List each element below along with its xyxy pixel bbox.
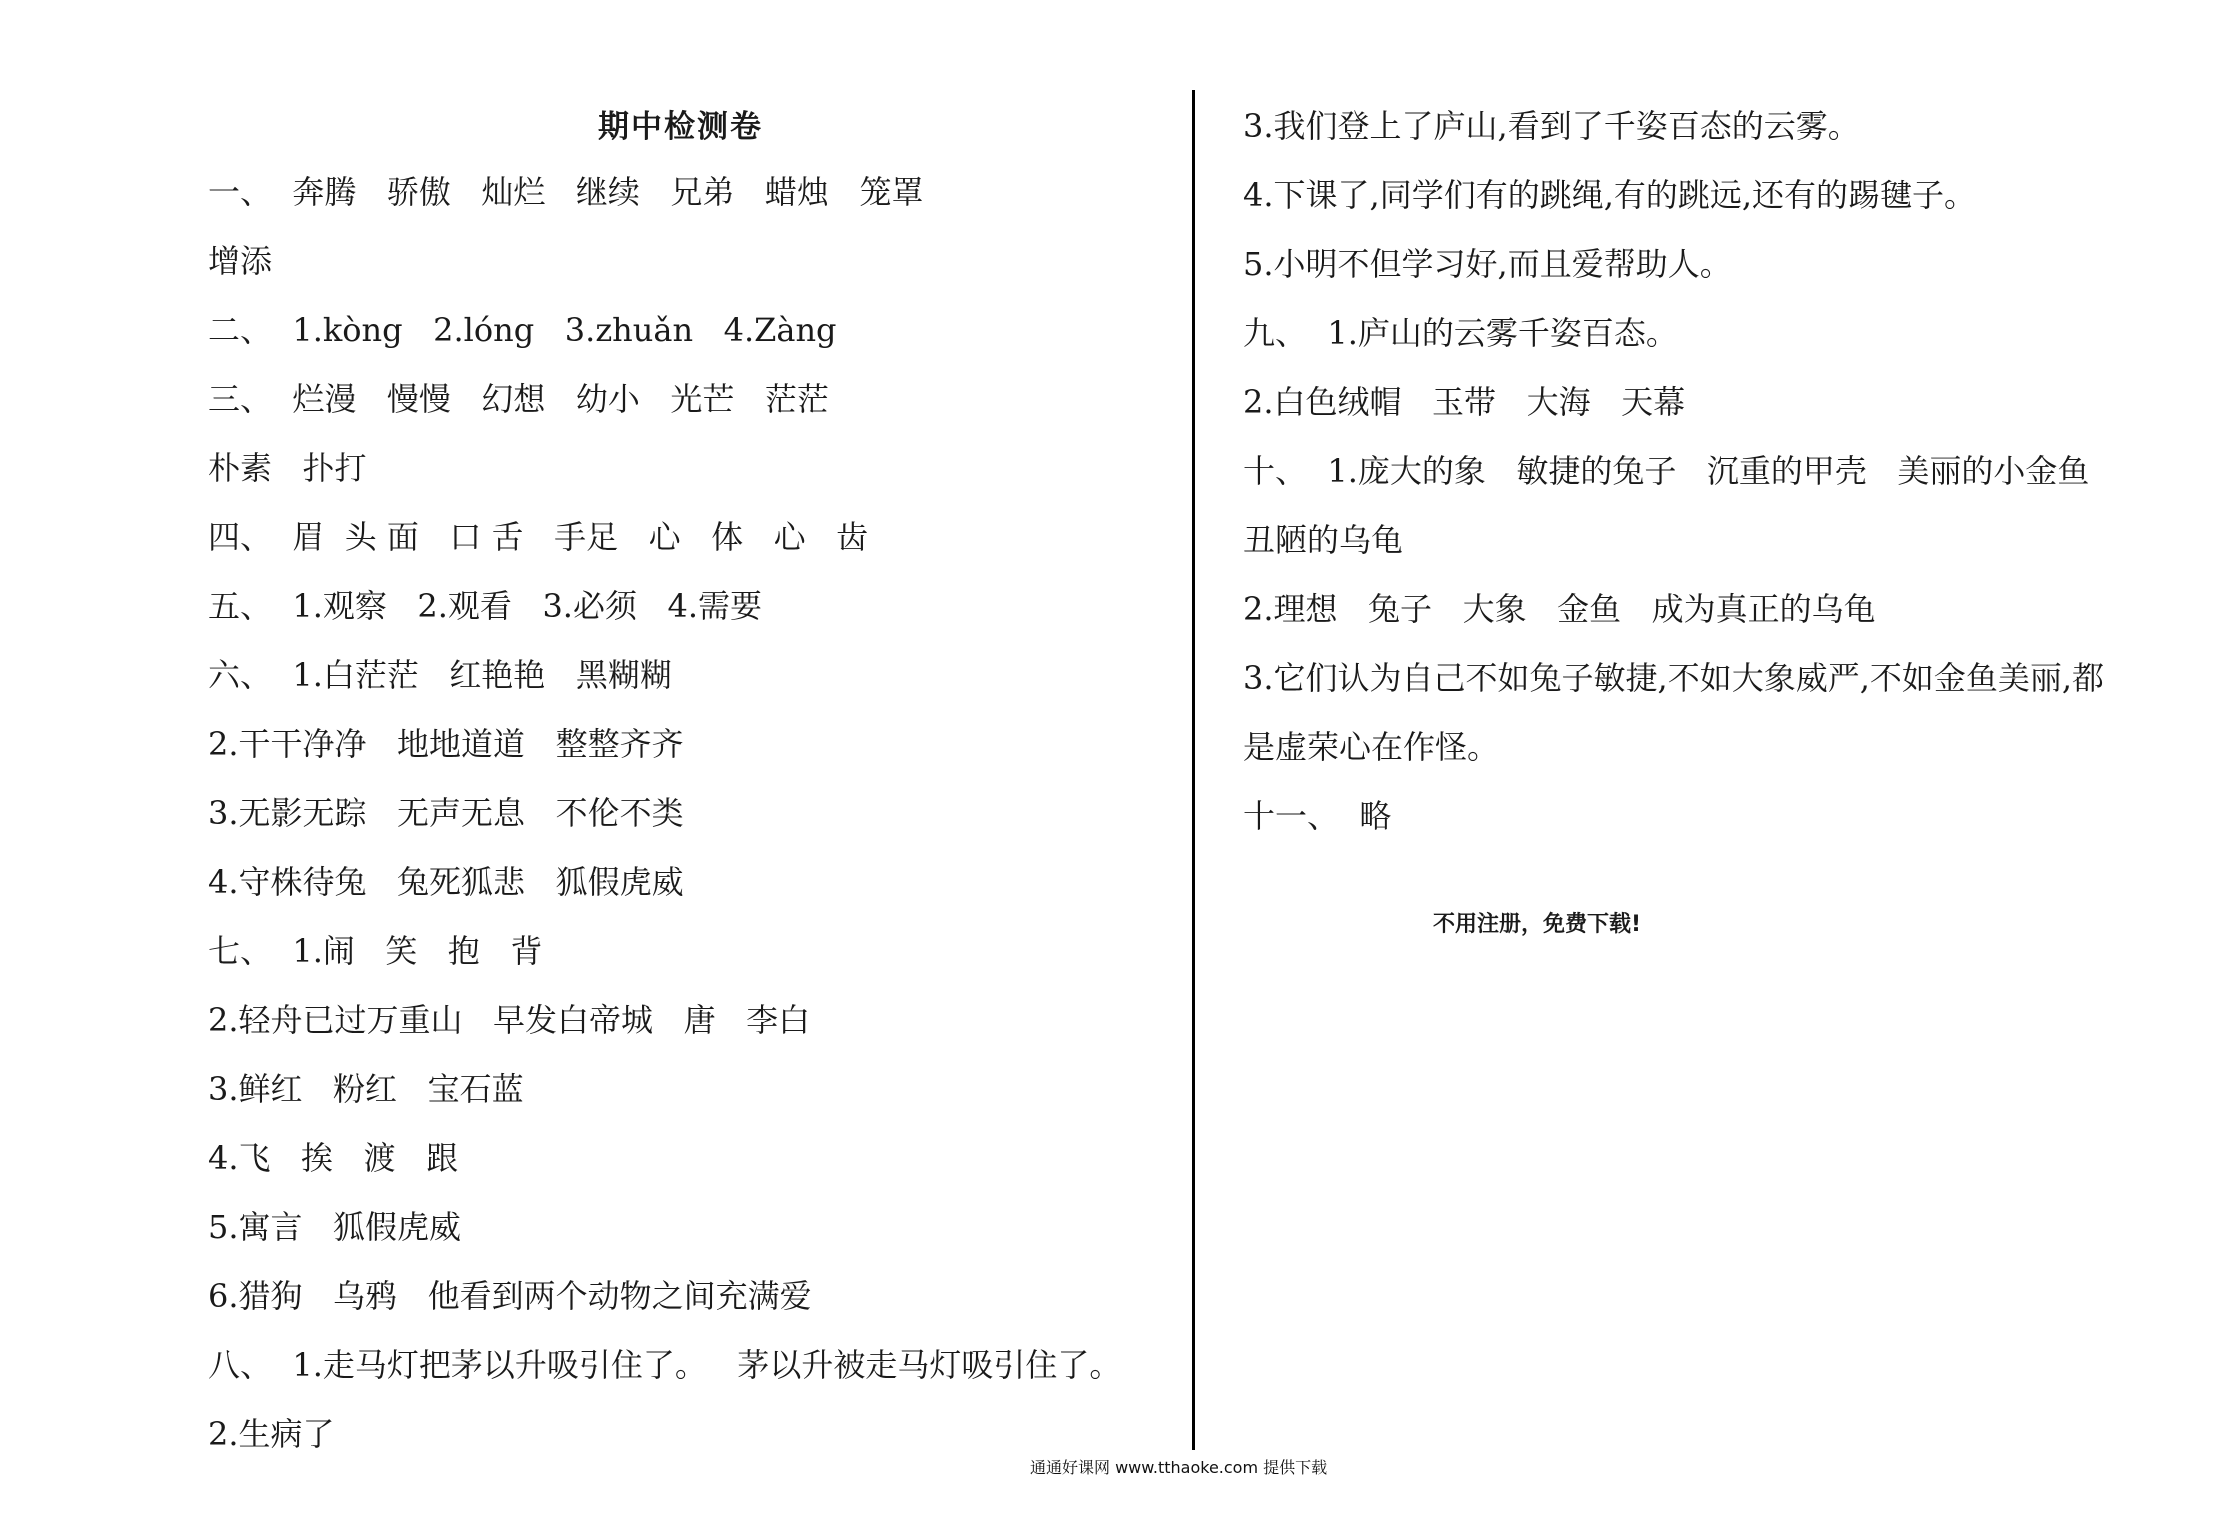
answer-line: 八、 1.走马灯把茅以升吸引住了。 茅以升被走马灯吸引住了。	[208, 1346, 1122, 1384]
answer-line: 九、 1.庐山的云雾千姿百态。	[1243, 314, 1678, 352]
answer-line: 五、 1.观察 2.观看 3.必须 4.需要	[208, 587, 763, 625]
answer-line: 6.猎狗 乌鸦 他看到两个动物之间充满爱	[208, 1277, 812, 1315]
answer-line: 二、 1.kòng 2.lóng 3.zhuǎn 4.Zàng	[208, 311, 837, 349]
page-title: 期中检测卷	[598, 109, 763, 145]
answer-line: 2.干干净净 地地道道 整整齐齐	[208, 725, 684, 763]
answer-line: 4.守株待兔 兔死狐悲 狐假虎威	[208, 863, 684, 901]
answer-line: 七、 1.闹 笑 抱 背	[208, 932, 543, 970]
answer-line: 四、 眉 头 面 口 舌 手足 心 体 心 齿	[208, 518, 869, 556]
answer-line: 2.理想 兔子 大象 金鱼 成为真正的乌龟	[1243, 590, 1876, 628]
answer-line: 一、 奔腾 骄傲 灿烂 继续 兄弟 蜡烛 笼罩	[208, 173, 924, 211]
footer-source: 通通好课网 www.tthaoke.com 提供下载	[1030, 1458, 1328, 1477]
answer-line: 4.下课了,同学们有的跳绳,有的跳远,还有的踢毽子。	[1243, 176, 1977, 214]
answer-line: 六、 1.白茫茫 红艳艳 黑糊糊	[208, 656, 672, 694]
answer-line: 2.生病了	[208, 1415, 335, 1453]
answer-line: 是虚荣心在作怪。	[1243, 728, 1500, 766]
answer-line: 三、 烂漫 慢慢 幻想 幼小 光芒 茫茫	[208, 380, 829, 418]
answer-line: 5.寓言 狐假虎威	[208, 1208, 462, 1246]
free-download-note: 不用注册，免费下载!	[1433, 912, 1642, 937]
answer-line: 十一、 略	[1243, 797, 1392, 835]
column-divider	[1192, 90, 1195, 1450]
answer-line: 增添	[208, 242, 273, 280]
answer-line: 3.它们认为自己不如兔子敏捷,不如大象威严,不如金鱼美丽,都	[1243, 659, 2105, 697]
answer-line: 3.鲜红 粉红 宝石蓝	[208, 1070, 524, 1108]
answer-line: 3.我们登上了庐山,看到了千姿百态的云雾。	[1243, 107, 1860, 145]
answer-line: 3.无影无踪 无声无息 不伦不类	[208, 794, 684, 832]
answer-line: 2.轻舟已过万重山 早发白帝城 唐 李白	[208, 1001, 811, 1039]
answer-line: 丑陋的乌龟	[1243, 521, 1404, 559]
answer-line: 4.飞 挨 渡 跟	[208, 1139, 459, 1177]
answer-line: 2.白色绒帽 玉带 大海 天幕	[1243, 383, 1686, 421]
answer-line: 5.小明不但学习好,而且爱帮助人。	[1243, 245, 1732, 283]
answer-line: 十、 1.庞大的象 敏捷的兔子 沉重的甲壳 美丽的小金鱼	[1243, 452, 2090, 490]
answer-line: 朴素 扑打	[208, 449, 367, 487]
